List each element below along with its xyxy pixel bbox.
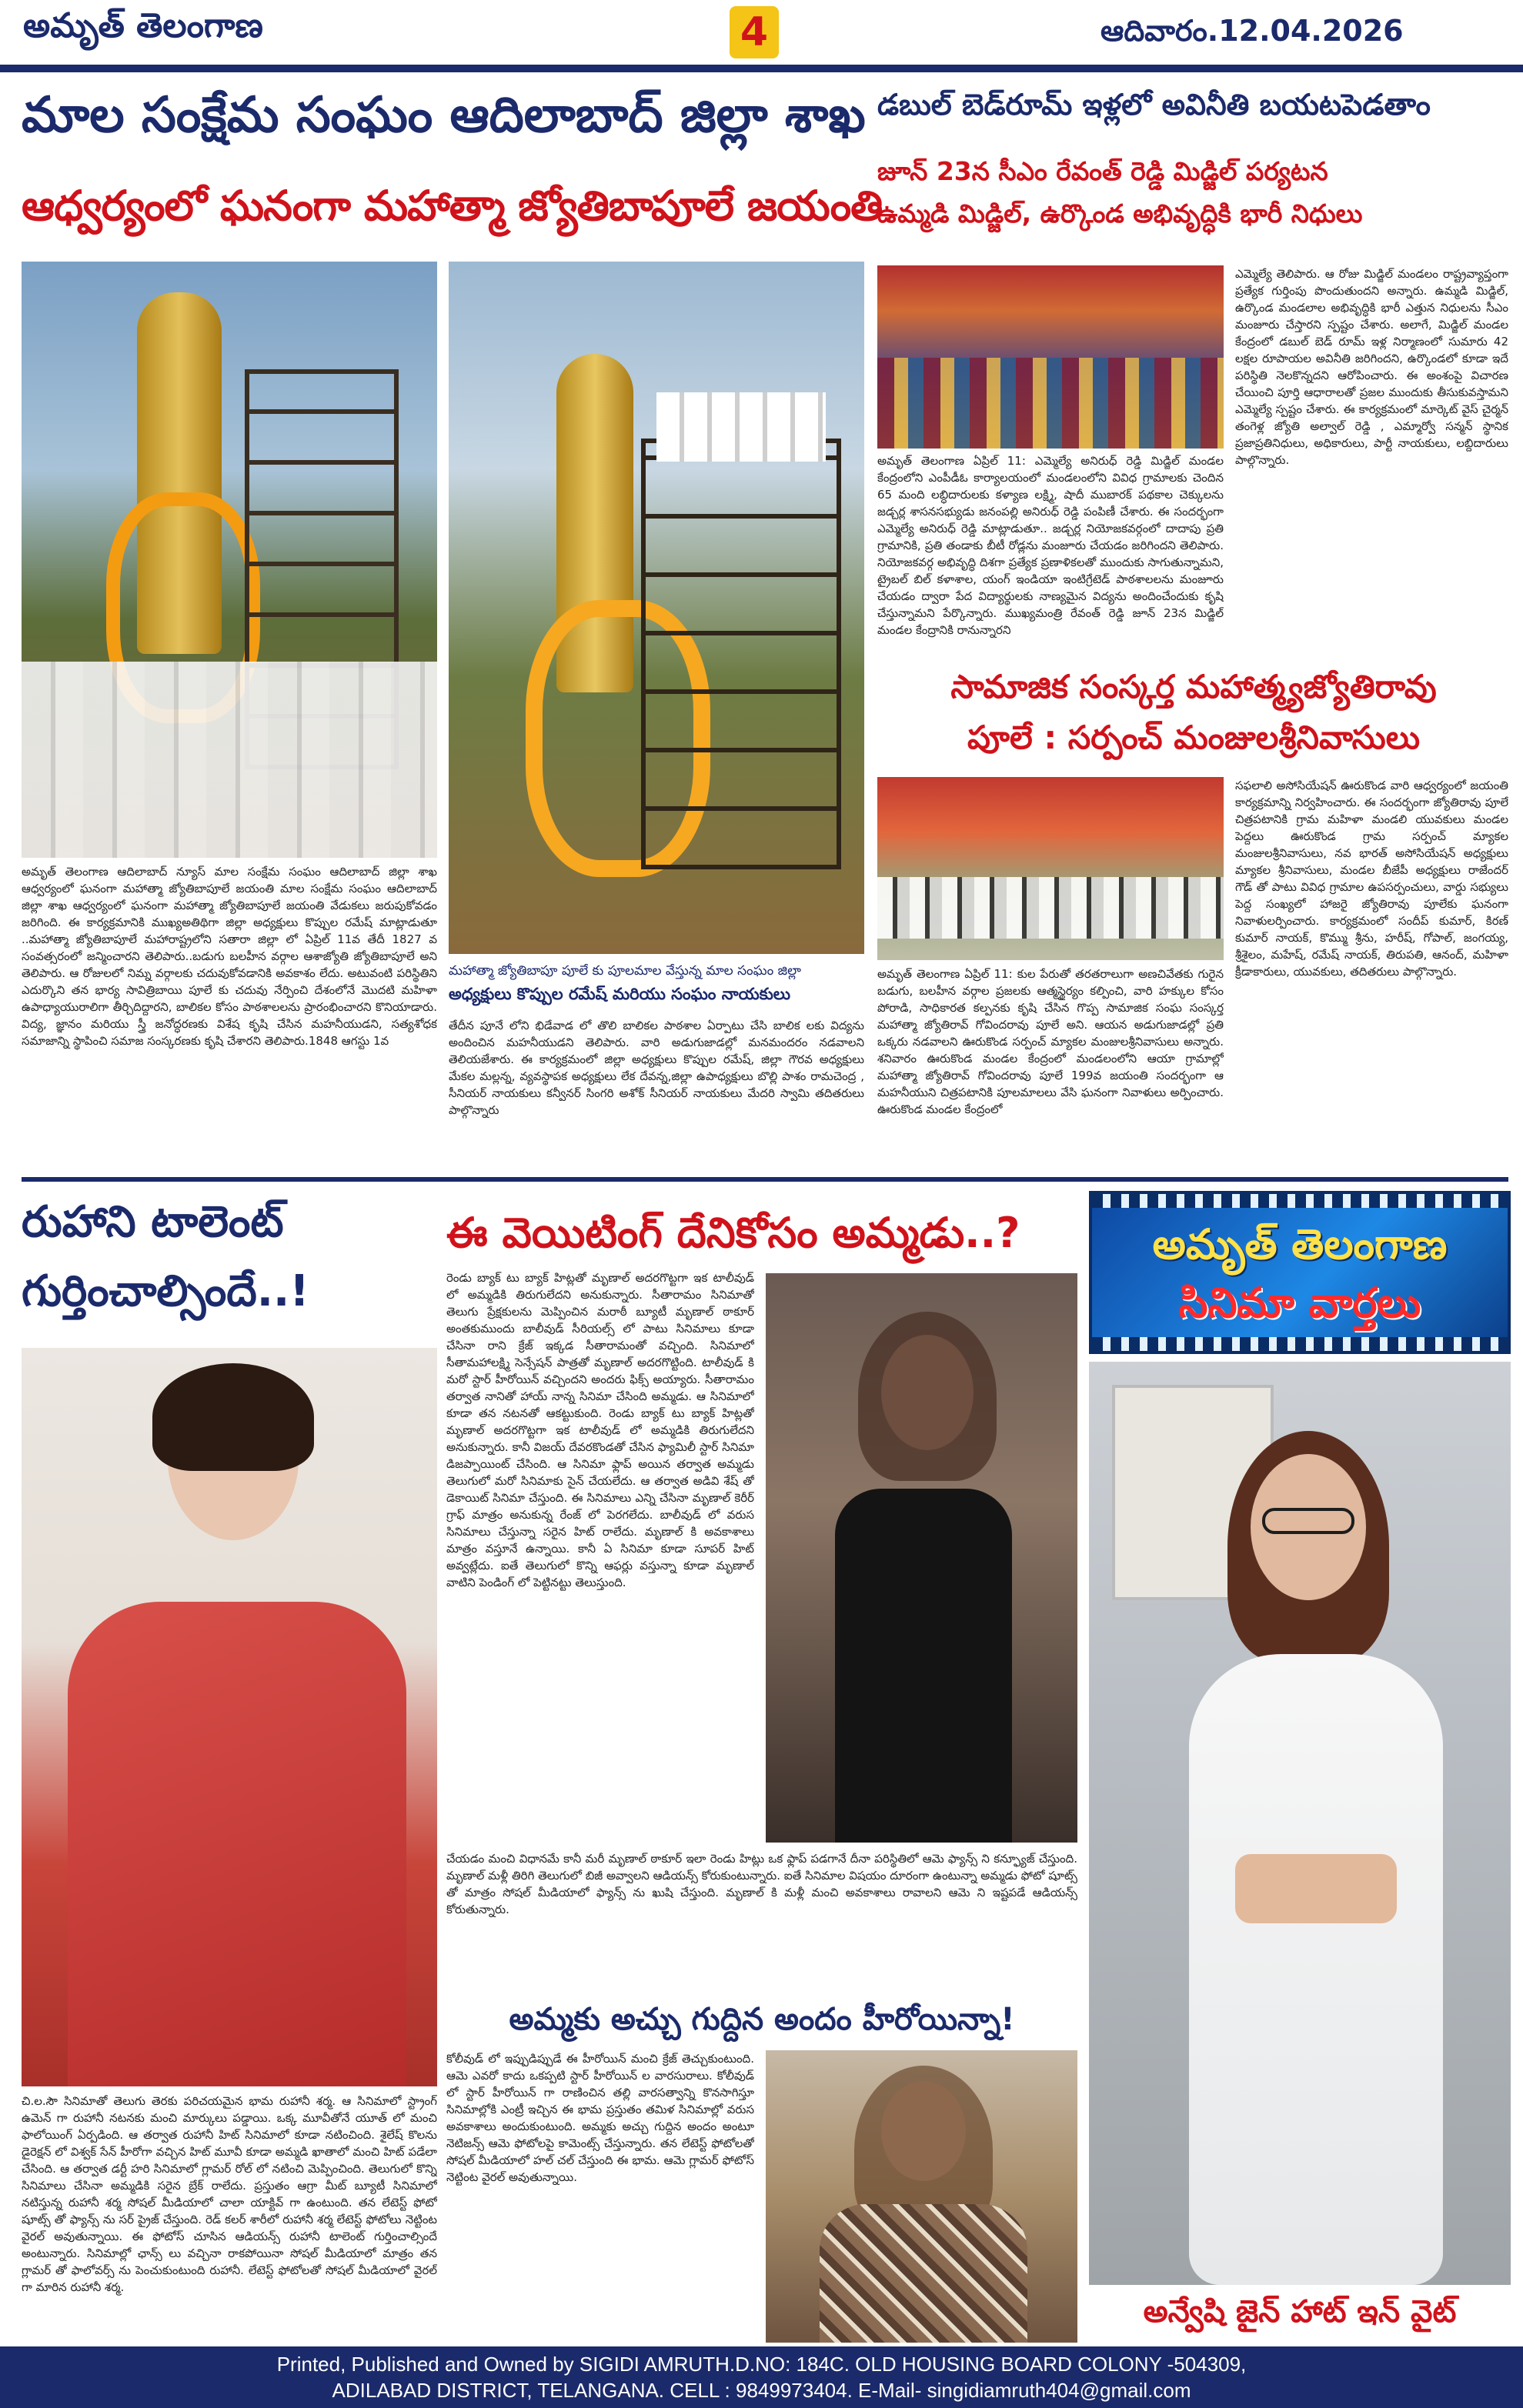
- ruhani-headline-line2: గుర్తించాల్సిందే..!: [22, 1266, 309, 1316]
- double-bedroom-headline-2: జూన్ 23న సీఎం రేవంత్ రెడ్డి మిడ్జిల్ పర్యటన: [877, 156, 1328, 186]
- sunglasses: [1262, 1508, 1354, 1534]
- phule-body-left: అమృత్ తెలంగాణ ఆదిలాబాద్ న్యూస్ మాల సంక్షేమ సంఘం ఆదిలాబాద్ జిల్లా శాఖ ఆధ్వర్యంలో ఘనంగా మహాత్మా జ్యోతిబాపూలే జయంతి మాల సంక్షేమ సంఘం ఆదిలాబాద్ జిల్లా శాఖ ఆధ్వర్యంలో ఘనంగా మహాత్మా జ్యోతిబాపూలే జయంతి వేడుకలు జరుపుకోవడం జరిగింది. ఈ కార్యక్రమానికి ముఖ్యఅతిథిగా జిల్లా అధ్యక్షులు కొప్పుల రమేష్ మాట్లాడుతూ ..మహాత్మా జ్యోతిబాపూలే మహారాష్ట్రలోని సతారా జిల్లా లో ఏప్రిల్ 11వ తేదీ 1827 వ సంవత్సరంలో జన్మించారని తెలిపారు..బడుగు బలహీన వర్గాల ఆశాజ్యోతి జ్యోతిబాపూలే అని తెలిపారు. ఆ రోజులలో నిమ్న వర్గాలకు చదువుకోవడానికి అవకాశం లేదు. అటువంటి పరిస్థితిని ఎదుర్కొని తన భార్య సావిత్రిబాయి పూలే కు చదువు నేర్పించి దేశంలోనే మొదటి మహిళా ఉపాధ్యాయురాలిగా తీర్చిదిద్దారని, బాలికల కోసం పాఠశాలలను ప్రారంభించారని కొనియాడారు. విద్య, జ్ఞానం మరియు స్త్రీ జనోద్ధరణకు విశేష కృషి చేసిన మహనీయుడని, సత్యశోధక సమాజాన్ని స్థాపించి సమాజ సంస్కరణకు కృషి చేశారని తెలిపారు.1848 ఆగస్టు 1వ: [22, 865, 437, 1048]
- waist-band: [1235, 1854, 1397, 1923]
- people-group: [22, 662, 437, 858]
- double-bedroom-event-photo: [877, 265, 1224, 449]
- plaid-shirt: [820, 2204, 1027, 2343]
- phule-statue-photo-right: [449, 262, 864, 954]
- ruhani-headline-line1: రుహాని టాలెంట్: [22, 1197, 284, 1247]
- phule-headline-line1: మాల సంక్షేమ సంఘం ఆదిలాబాద్ జిల్లా శాఖ: [22, 87, 866, 144]
- ruhani-photo: [22, 1348, 437, 2086]
- issue-date: ఆదివారం.12.04.2026: [1101, 14, 1404, 48]
- phule-photo-caption-line2: అధ్యక్షులు కొప్పుల రమేష్ మరియు సంఘం నాయకులు: [449, 985, 790, 1003]
- masthead-title: అమృత్ తెలంగాణ: [23, 6, 263, 45]
- crowd: [877, 358, 1224, 449]
- hair: [152, 1363, 314, 1471]
- cinema-box-line1: అమృత్ తెలంగాణ: [1152, 1220, 1448, 1269]
- phule-statue-photo-left: [22, 262, 437, 858]
- cinema-box-line2: సినిమా వార్తలు: [1178, 1279, 1421, 1327]
- black-outfit: [835, 1489, 1012, 1843]
- page-number: 4: [740, 9, 769, 55]
- masthead-bar: [0, 0, 1523, 65]
- white-outfit: [1189, 1654, 1443, 2285]
- people-on-platform: [656, 392, 826, 462]
- film-strip-decoration: [1092, 1194, 1508, 1208]
- footer-bar: [0, 2346, 1523, 2408]
- footer-line1: Printed, Published and Owned by SIGIDI AMRUTH.D.NO: 184C. OLD HOUSING BOARD COLONY -504309,: [276, 2353, 1247, 2376]
- waiting-photo: [766, 1273, 1077, 1843]
- waiting-body-right: చేయడం మంచి విధానమే కానీ మరీ మృణాల్ ఠాకూర్ ఇలా రెండు హిట్లు ఒక ఫ్లాప్ పడగానే దీనా పరిస్థితిలో ఆమె ఫ్యాన్స్ ని కన్ఫ్యూజ్ చేస్తుంది. మృణాల్ మళ్లీ తిరిగి తెలుగులో బిజీ అవ్వాలని ఆడియన్స్ కోరుకుంటున్నారు. ఐతే సినిమాల విషయం దూరంగా ఉంటున్నా అమ్మడు ఫోటో షూట్స్ తో మాత్రం సోషల్ మీడియాలో ఫ్యాన్స్ ను ఖుషి చేస్తుంది. మృణాల్ కి మళ్లీ మంచి అవకాశాలు రావాలని ఆమె ని ఇష్టపడే ఆడియన్స్ కోరుతున్నారు.: [446, 1852, 1077, 1916]
- sarpanch-body-below-photo: అమృత్ తెలంగాణ ఏప్రిల్ 11: కుల పేరుతో తరతరాలుగా అణచివేతకు గురైన బడుగు, బలహీన వర్గాల ప్రజలకు ఆత్మస్థైర్యం కల్పించి, వారి హక్కుల కోసం పోరాడి, సాధికారత కల్పనకు కృషి చేసిన గొప్ప సామాజిక సంఘ సంస్కర్త మహాత్మా జ్యోతిరావ్ గోవిందరావు పూలే అని. ఆయన అడుగుజాడల్లో ప్రతి ఒక్కరు నడవాలని ఊరుకొండ సర్పంచ్ మ్యాకల మంజులశ్రీనివాసులు అన్నారు. శనివారం ఊరుకొండ మండల కేంద్రంలో మండలంలోని ఆయా గ్రామాల్లో మహాత్మా జ్యోతిరావ్ గోవిందరావు పూలే 199వ జయంతి సందర్భంగా ఆ మహనీయుని చిత్రపటానికి పూలమాలలు వేసి ఘనంగా నివాళులు అర్పించారు. ఊరుకొండ మండల కేంద్రంలో: [877, 967, 1224, 1116]
- ammaku-headline: అమ్మకు అచ్చు గుద్దిన అందం హీరోయిన్నా!: [509, 2002, 1015, 2037]
- phule-headline-line2: ఆధ్వర్యంలో ఘనంగా మహాత్మా జ్యోతిబాపూలే జయంతి: [22, 182, 883, 230]
- phule-photo-caption-line1: మహాత్మా జ్యోతిబాపూ పూలే కు పూలమాల వేస్తున్న మాల సంఘం జిల్లా: [449, 963, 801, 979]
- double-bedroom-headline-3: ఉమ్మడి మిడ్జిల్, ఉర్కొండ అభివృద్ధికి భారీ నిధులు: [877, 198, 1363, 228]
- phule-body-right: తేదీన పూనే లోని భిడేవాడ లో తొలి బాలికల పాఠశాల ఏర్పాటు చేసి బాలిక లకు విద్యను అందించిన మహనీయుడని తెలిపారు. వారి అడుగుజాడల్లో మనమందరం నడవాలని తెలియజేశారు. ఈ కార్యక్రమంలో జిల్లా అధ్యక్షులు కొప్పుల రమేష్, జిల్లా గౌరవ అధ్యక్షులు మేకల మల్లన్న, వ్యవస్థాపక అధ్యక్షులు లేక దేవన్న,జిల్లా ఉపాధ్యక్షులు బొల్లి పాశం రామచెంద్ర , సీనియర్ నాయకులు కన్వీనర్ సింగరి అశోక్ సీనియర్ నాయకులు మేదరి స్వామి తదితరులు పాల్గొన్నారు: [449, 1019, 864, 1117]
- double-bedroom-body-below-photo: అమృత్ తెలంగాణ ఏప్రిల్ 11: ఎమ్మెల్యే అనిరుధ్ రెడ్డి మిడ్జిల్ మండల కేంద్రంలోని ఎంపీడీఓ కార్యాలయంలో మండలంలోని వివిధ గ్రామాలకు చెందిన 65 మంది లబ్ధిదారులకు కళ్యాణ లక్ష్మి, షాదీ ముబారక్ పథకాల చెక్కులను జడ్చర్ల శాసనసభ్యుడు జనంపల్లి అనిరుధ్ రెడ్డి పంపిణీ చేశారు. ఈ సందర్భంగా ఎమ్మెల్యే అనిరుధ్ రెడ్డి మాట్లాడుతూ.. జడ్చర్ల నియోజకవర్గంలో దాదాపు ప్రతి గ్రామానికి, ప్రతి తండాకు బీటీ రోడ్లను మంజూరు చేయడం జరిగిందని తెలిపారు. నియోజకవర్గ అభివృద్ధి దిశగా ప్రత్యేక ప్రణాళికలతో ముందుకు సాగుతున్నామని, ట్రైబల్ బిల్ కళాశాల, యంగ్ ఇండియా ఇంటిగ్రేటెడ్ పాఠశాలలను మంజూరు చేయడం ద్వారా పేద విద్యార్థులకు నాణ్యమైన విద్యను అందించేందుకు కృషి చేస్తున్నామని పేర్కొన్నారు. ముఖ్యమంత్రి రేవంత్ రెడ్డి జూన్ 23న మిడ్జిల్ మండల కేంద్రానికి రానున్నారని: [877, 454, 1224, 637]
- sarpanch-headline-line2: పూలే : సర్పంచ్ మంజులశ్రీనివాసులు: [967, 719, 1420, 756]
- anveshi-photo-caption: అన్వేషి జైన్ హాట్ ఇన్ వైట్: [1089, 2285, 1511, 2339]
- crowd: [877, 877, 1224, 939]
- ammaku-photo: [766, 2050, 1077, 2343]
- sarpanch-body-right: సఫలాలి అసోసియేషన్ ఊరుకొండ వారి ఆధ్వర్యంలో జయంతి కార్యక్రమాన్ని నిర్వహించారు. ఈ సందర్భంగా జ్యోతిరావు పూలే చిత్రపటానికి గ్రామ మహిళా మండలి యువకులు మండల పెద్దలు ఊరుకొండ గ్రామ సర్పంచ్ మ్యాకల మంజులశ్రీనివాసులు, నవ భారత్ అసోసియేషన్ అధ్యక్షులు మ్యాకల శ్రీనివాసులు, మండల బీజేపీ అధ్యక్షులు రాజేందర్ గౌడ్ తో పాటు వివిధ గ్రామాల ఉపసర్పంచులు, వార్డు సభ్యులు పెద్ద సంఖ్యలో హాజరై జ్యోతిరావు పూలేకు ఘనంగా నివాళులర్పించారు. కార్యక్రమంలో సందీప్ కుమార్, కిరణ్ కుమార్ నాయక్, కొమ్ము శ్రీను, హరీష్, గోపాల్, జంగయ్య, శ్రీశైలం, మహేష్, రమేష్ నాయక్, తిరుపతి, ఆనంద్, మహిళా క్రీడాకారులు, యువకులు, తదితరులు పాల్గొన్నారు.: [1235, 779, 1508, 979]
- sarpanch-event-photo: [877, 777, 1224, 960]
- ruhani-body: చి.ల.సౌ సినిమాతో తెలుగు తెరకు పరిచయమైన భామ రుహానీ శర్మ. ఆ సినిమాలో స్ట్రాంగ్ ఉమెన్ గా రుహానీ నటనకు మంచి మార్కులు పడ్డాయి. ఒక్క మూవీతోనే యూత్ లో మంచి ఫాలోయింగ్ ఏర్పడింది. ఆ తర్వాత రుహానీ హిట్ సినిమాలో కూడా నటించింది. శైలేష్ కొలను డైరెక్షన్ లో విశ్వక్ సేన్ హీరోగా వచ్చిన హిట్ మూవీ కూడా అమ్మడి ఖాతాలో మంచి హిట్ పడేలా చేసింది. ఆ తర్వాత డర్టీ హరి సినిమాలో గ్లామర్ రోల్ లో నటించి మెప్పించింది. తెలుగులో కొన్ని సినిమాలు చేసినా అమ్మడికి సరైన బ్రేక్ రాలేదు. ప్రస్తుతం ఆగ్రా మీట్ బ్యూటీ సినిమాలో నటిస్తున్న రుహానీ శర్మ సోషల్ మీడియాలో చాలా యాక్టివ్ గా ఉంటుంది. తన లేటెస్ట్ ఫోటో షూట్స్ తో ఫ్యాన్స్ ను సర్ ప్రైజ్ చేస్తుంది. రెడ్ కలర్ శారీలో రుహానీ శర్మ లేటెస్ట్ ఫోటోలు నెట్టింట వైరల్ అవుతున్నాయి. ఈ ఫోటోస్ చూసిన ఆడియన్స్ రుహానీ టాలెంట్ గుర్తించాల్సిందే అంటున్నారు. సినిమాల్లో ఛాన్స్ లు వచ్చినా రాకపోయినా సోషల్ మీడియాలో మాత్రం తన గ్లామర్ తో ఫాలోవర్స్ ను పెంచుకుంటుంది రుహానీ. లేటెస్ట్ ఫోటోలతో సోషల్ మీడియాలో వైరల్ గా మారిన రుహానీ శర్మ.: [22, 2094, 437, 2294]
- ammaku-body-left: కోలీవుడ్ లో ఇప్పుడిప్పుడే ఈ హీరోయిన్ మంచి క్రేజ్ తెచ్చుకుంటుంది. ఆమె ఎవరో కాదు ఒకప్పటి స్టార్ హీరోయిన్ ల వారసురాలు. కోలీవుడ్ లో స్టార్ హీరోయిన్ గా రాణించిన తల్లి వారసత్వాన్ని కొనసాగిస్తూ సినిమాల్లోకి ఎంట్రీ ఇచ్చిన ఈ భామ ప్రస్తుతం తమిళ సినిమాల్లో వరుస అవకాశాలు అందుకుంటుంది. అమ్మకు అచ్చు గుద్దిన అందం అంటూ నెటిజన్స్ ఆమె ఫోటోలపై కామెంట్స్ చేస్తున్నారు. తన లేటెస్ట్ ఫోటోలతో సోషల్ మీడియాలో హల్ చల్ చేస్తుంది ఈ భామ. ఆమె గ్లామర్ ఫోటోస్ నెట్టింట వైరల్ అవుతున్నాయి.: [446, 2052, 754, 2184]
- scaffold-stand: [641, 439, 841, 869]
- section-rule: [22, 1177, 1508, 1182]
- cinema-news-box: [1089, 1191, 1511, 1354]
- waiting-body-left: రెండు బ్యాక్ టు బ్యాక్ హిట్లతో మృణాల్ అదరగొట్టగా ఇక టాలీవుడ్ లో అమ్మడికి తిరుగులేదని అనుకున్నారు. సీతారామం సినిమాతో తెలుగు ప్రేక్షకులను మెప్పించిన మరాఠీ బ్యూటీ మృణాల్ ఠాకూర్ అంతకుముందు బాలీవుడ్ సీరియల్స్ లో పాటు సినిమాలు కూడా చేసినా రాని క్రేజ్ ఇక్కడ సీతారామంతో వచ్చింది. సినిమాలో సీతామహాలక్ష్మి సెన్సేషన్ పాత్రతో మృణాల్ అదరగొట్టింది. టాలీవుడ్ కి మరో స్టార్ హీరోయిన్ వచ్చిందని అందరు ఫిక్స్ అయ్యారు. సీతారామం తర్వాత నానితో హాయ్ నాన్న సినిమా చేసింది అమ్మడు. ఆ సినిమాలో కూడా తన నటనతో ఆకట్టుకుంది. రెండు బ్యాక్ టు బ్యాక్ హిట్లతో మృణాల్ అదరగొట్టగా ఇక టాలీవుడ్ లో అమ్మడికి తిరుగులేదని అనుకున్నారు. కానీ విజయ్ దేవరకొండతో చేసిన ఫ్యామిలీ స్టార్ సినిమా డిజప్పాయింట్ చేసింది. ఆ సినిమా ఫ్లాప్ అయిన తర్వాత అమ్మడు తెలుగులో మరో సినిమాకు సైన్ చేయలేదు. ఆ తర్వాత అడివి శేష్ తో డెకాయిట్ సినిమా చేస్తుంది. ఈ సినిమాలు ఎన్ని చేసినా మృణాల్ కెరీర్ గ్రాఫ్ మాత్రం అనుకున్న రేంజ్ లో పెరగలేదు. బాలీవుడ్ లో వరుస సినిమాలు చేస్తున్నా సరైన హిట్ రాలేదు. మృణాల్ కి అవకాశాలు మాత్రం వస్తూనే ఉన్నాయి. కానీ ఏ సినిమా కూడా సూపర్ హిట్ అవ్వట్లేదు. ఐతే తెలుగులో కొన్ని ఆఫర్లు వస్తున్నా కూడా మృణాల్ వాటిని పెండింగ్ లో పెట్టినట్టు తెలుస్తుంది.: [446, 1271, 754, 1589]
- anveshi-photo: [1089, 1362, 1511, 2285]
- footer-line2: ADILABAD DISTRICT, TELANGANA. CELL : 9849973404. E-Mail- singidiamruth404@gmail.com: [332, 2379, 1191, 2402]
- header-rule: [0, 65, 1523, 72]
- waiting-headline: ఈ వెయిటింగ్ దేనికోసం అమ్మడు..?: [446, 1209, 1020, 1257]
- double-bedroom-headline-1: డబుల్ బెడ్‌రూమ్ ఇళ్లలో అవినీతి బయటపెడతాం: [877, 88, 1431, 122]
- hair: [858, 1312, 997, 1481]
- red-saree: [68, 1602, 406, 2086]
- film-strip-decoration: [1092, 1337, 1508, 1351]
- double-bedroom-body-right: ఎమ్మెల్యే తెలిపారు. ఆ రోజు మిడ్జిల్ మండలం రాష్ట్రవ్యాప్తంగా ప్రత్యేక గుర్తింపు పొందుతుందని అన్నారు. ఉమ్మడి మిడ్జిల్, ఉర్కొండ మండలాల అభివృద్ధికి భారీ ఎత్తున నిధులను సీఎం మంజూరు చేస్తారని స్పష్టం చేశారు. అలాగే, మిడ్జిల్ మండల కేంద్రంలో డబుల్ బెడ్ రూమ్ ఇళ్ల నిర్మాణంలో సుమారు 42 లక్షల రూపాయల అవినీతి జరిగిందని, ఉర్కొండలో కూడా ఇదే పరిస్థితి నెలకొన్నదని ఆరోపించారు. ఈ అంశంపై విచారణ చేయించి పూర్తి ఆధారాలతో ప్రజల ముందుకు తీసుకువస్తామని ఎమ్మెల్యే స్పష్టం చేశారు. ఈ కార్యక్రమంలో మార్కెట్ వైస్ చైర్మన్ తంగెళ్ల జ్యోతి అల్వాల్ రెడ్డి , ఎమ్మార్వో సన్మన్ స్థానిక ప్రజాప్రతినిధులు, అధికారులు, పార్టీ నాయకులు, లబ్దిదారులు పాల్గొన్నారు.: [1235, 267, 1508, 467]
- sarpanch-headline-line1: సామాజిక సంస్కర్త మహాత్మ్యజ్యోతిరావు: [950, 668, 1437, 705]
